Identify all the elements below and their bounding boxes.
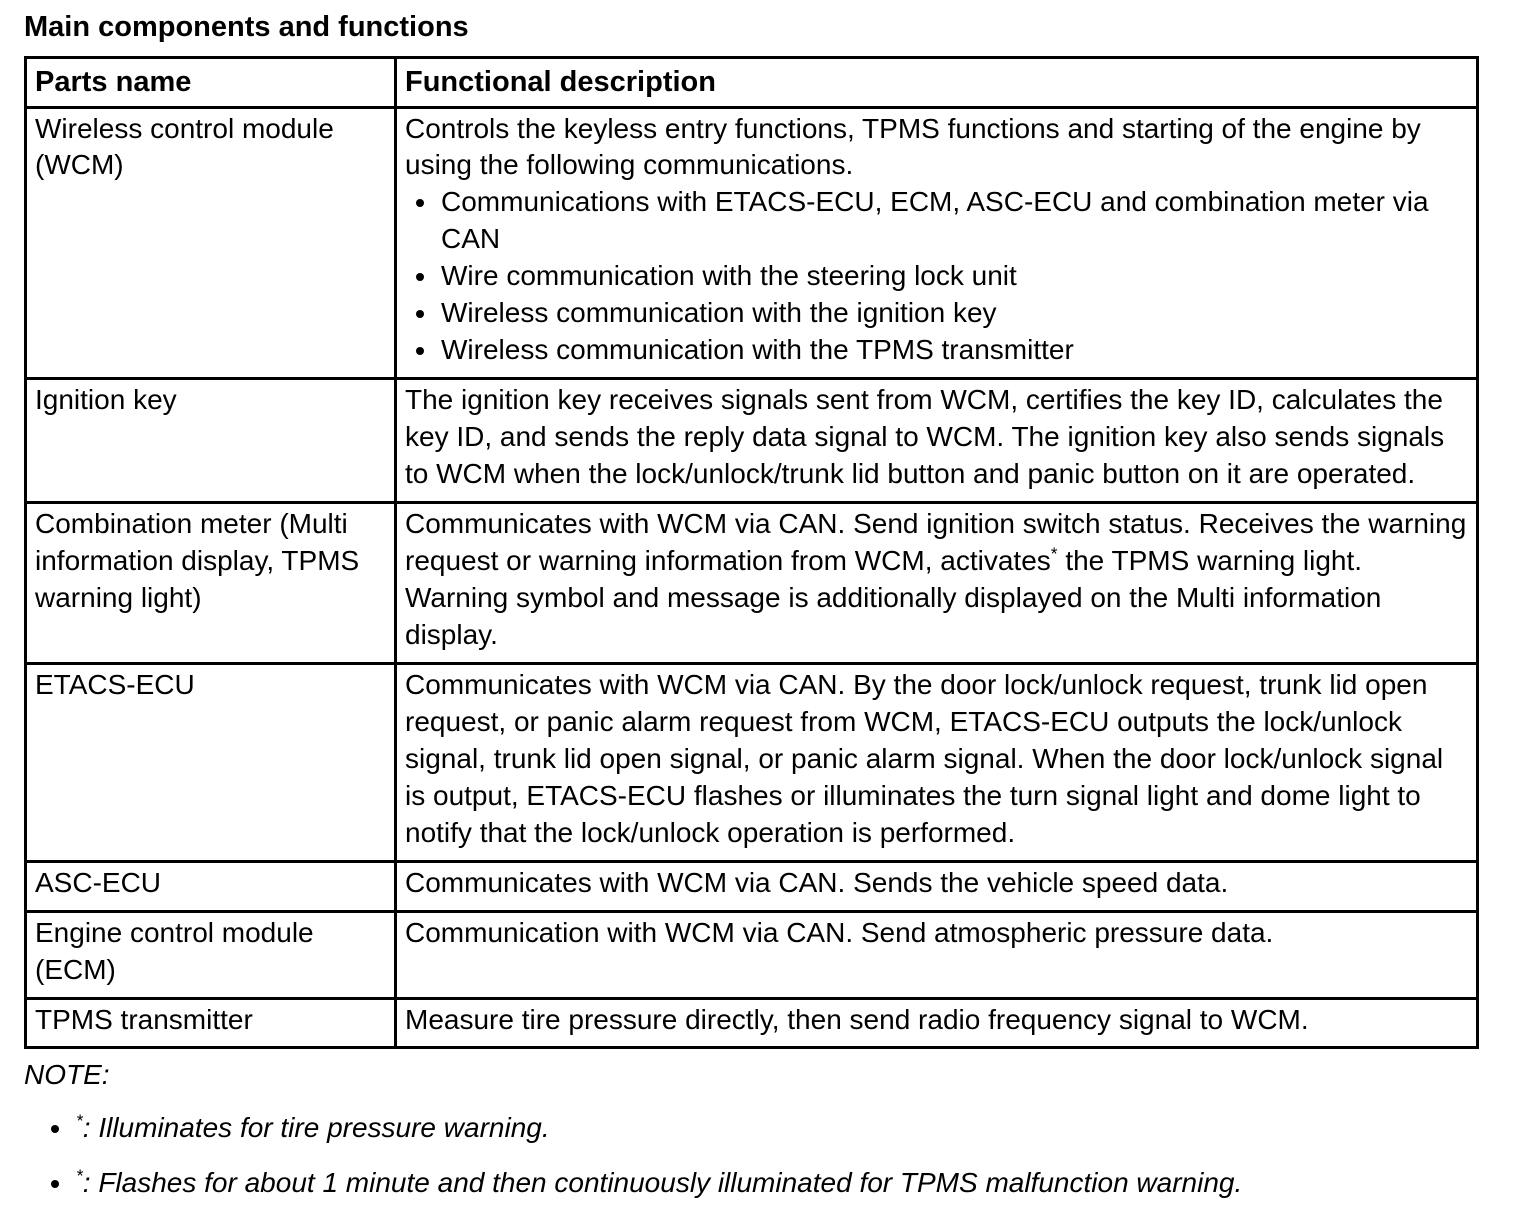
description-text: Communicates with WCM via CAN. Send ignition switch status. Receives the warning request or warning information from WCM, activates bbox=[405, 508, 1467, 577]
note-text: : Flashes for about 1 minute and then continuously illuminated for TPMS malfunction warning. bbox=[82, 1167, 1243, 1199]
description-cell: The ignition key receives signals sent from WCM, certifies the key ID, calculates the key ID, and sends the reply data signal to WCM. The ignition key also sends signals to WCM when the lock/unlock/trunk lid button and panic button on it are operated. bbox=[396, 379, 1478, 503]
description-cell: Communication with WCM via CAN. Send atmospheric pressure data. bbox=[396, 911, 1478, 998]
part-name-cell: Ignition key bbox=[26, 379, 396, 503]
description-cell bbox=[396, 503, 1478, 664]
description-cell: Measure tire pressure directly, then send radio frequency signal to WCM. bbox=[396, 998, 1478, 1048]
column-header-functional-description: Functional description bbox=[396, 58, 1478, 107]
part-name-cell: Wireless control module (WCM) bbox=[26, 107, 396, 379]
table-row-ecm bbox=[26, 911, 1478, 998]
table-row-tpms-transmitter bbox=[26, 998, 1478, 1048]
column-header-parts-name: Parts name bbox=[26, 58, 396, 107]
table-row-wcm bbox=[26, 107, 1478, 379]
table-row-etacs-ecu bbox=[26, 663, 1478, 861]
description-text: the TPMS warning light. Warning symbol and message is additionally displayed on the Multi information display. bbox=[405, 545, 1382, 650]
page-title: Main components and functions bbox=[24, 11, 469, 43]
note-text: : Illuminates for tire pressure warning. bbox=[82, 1112, 550, 1144]
description-cell: Communicates with WCM via CAN. Sends the vehicle speed data. bbox=[396, 861, 1478, 911]
asterisk-superscript: * bbox=[76, 1166, 83, 1187]
note-section bbox=[24, 1057, 1472, 1202]
part-name-cell: Combination meter (Multi information display, TPMS warning light) bbox=[26, 503, 396, 664]
part-name-cell: TPMS transmitter bbox=[26, 998, 396, 1048]
bullet-item: • Wire communication with the steering lock unit bbox=[439, 258, 1468, 295]
components-table bbox=[24, 56, 1479, 1049]
note-list bbox=[24, 1110, 1472, 1202]
part-name-cell: ASC-ECU bbox=[26, 861, 396, 911]
table-row-combination-meter bbox=[26, 503, 1478, 664]
description-text: Controls the keyless entry functions, TPMS functions and starting of the engine by using the following communications. bbox=[405, 112, 1421, 181]
bullet-item: • Wireless communication with the ignition key bbox=[439, 295, 1468, 332]
part-name-cell: Engine control module (ECM) bbox=[26, 911, 396, 998]
description-cell: Communicates with WCM via CAN. By the door lock/unlock request, trunk lid open request, or panic alarm request from WCM, ETACS-ECU outputs the lock/unlock signal, trunk lid open signal, or panic alarm signal. When the door lock/unlock signal is output, ETACS-ECU flashes or illuminates the turn signal light and dome light to notify that the lock/unlock operation is performed. bbox=[396, 663, 1478, 861]
asterisk-superscript: * bbox=[76, 1111, 83, 1132]
part-name-cell: ETACS-ECU bbox=[26, 663, 396, 861]
table-row-asc-ecu bbox=[26, 861, 1478, 911]
table-row-ignition-key bbox=[26, 379, 1478, 503]
description-bullet-list bbox=[405, 184, 1468, 369]
table-header-row bbox=[26, 58, 1478, 107]
note-label: NOTE: bbox=[24, 1059, 110, 1091]
bullet-item: • Communications with ETACS-ECU, ECM, ASC-ECU and combination meter via CAN bbox=[439, 184, 1468, 258]
description-cell bbox=[396, 107, 1478, 379]
bullet-item: • Wireless communication with the TPMS transmitter bbox=[439, 332, 1468, 369]
asterisk-superscript: * bbox=[1050, 543, 1058, 564]
note-item bbox=[74, 1110, 1472, 1147]
note-item bbox=[74, 1165, 1472, 1202]
